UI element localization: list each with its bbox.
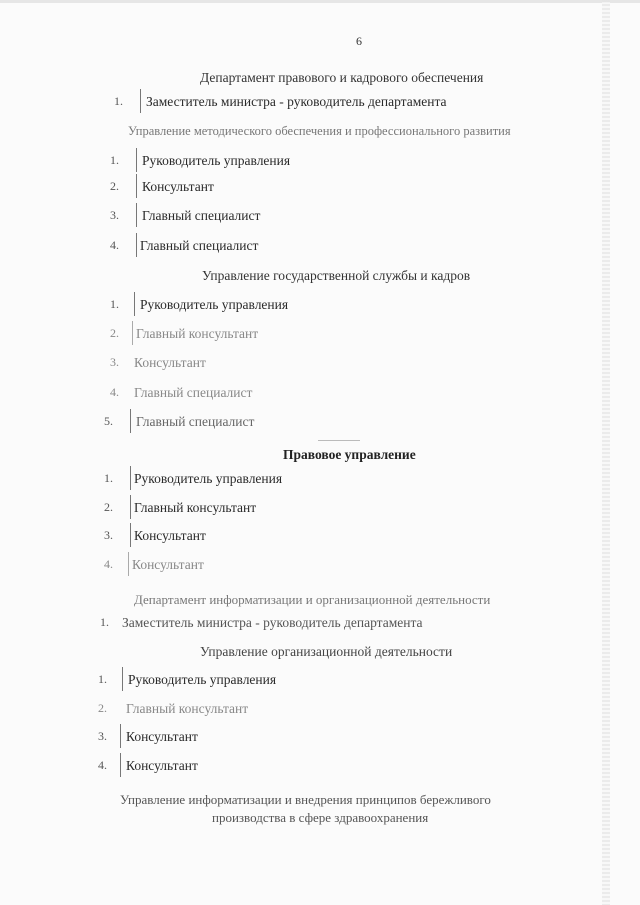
item-number: 4. — [104, 557, 113, 571]
item-position: Руководитель управления — [134, 471, 283, 486]
row-divider — [136, 233, 137, 257]
list-item — [104, 412, 404, 434]
list-item — [110, 206, 410, 228]
list-item — [110, 383, 410, 405]
item-position: Руководитель управления — [140, 297, 289, 312]
row-divider — [128, 552, 129, 576]
section-divider — [318, 440, 360, 441]
list-item — [100, 613, 520, 635]
item-number: 3. — [110, 355, 119, 369]
row-divider — [120, 724, 121, 748]
row-divider — [134, 292, 135, 316]
item-position: Консультант — [126, 758, 198, 773]
item-number: 2. — [104, 500, 113, 514]
item-position: Консультант — [132, 557, 204, 572]
item-position: Консультант — [126, 729, 198, 744]
item-position: Руководитель управления — [128, 672, 277, 687]
list-item — [110, 324, 410, 346]
item-number: 1. — [110, 153, 119, 167]
heading-dept-legal: Департамент правового и кадрового обеспечения — [200, 70, 484, 85]
list-item — [114, 92, 534, 114]
row-divider — [136, 203, 137, 227]
scan-right-edge — [602, 0, 610, 905]
list-item — [98, 699, 398, 721]
row-divider — [120, 753, 121, 777]
item-position: Главный консультант — [134, 500, 257, 515]
item-position: Консультант — [134, 528, 206, 543]
item-number: 1. — [100, 615, 109, 629]
scan-top-edge — [0, 0, 640, 3]
item-position: Главный консультант — [126, 701, 249, 716]
item-number: 1. — [98, 672, 107, 686]
heading-dept-informatization: Департамент информатизации и организационной деятельности — [134, 592, 491, 607]
item-number: 2. — [110, 326, 119, 340]
list-item — [98, 756, 398, 778]
list-item — [110, 295, 410, 317]
item-number: 3. — [110, 208, 119, 222]
list-item — [104, 469, 404, 491]
item-number: 2. — [110, 179, 119, 193]
item-number: 5. — [104, 414, 113, 428]
list-item — [98, 670, 398, 692]
row-divider — [122, 667, 123, 691]
row-divider — [130, 409, 131, 433]
item-number: 3. — [98, 729, 107, 743]
row-divider — [132, 321, 133, 345]
row-divider — [136, 148, 137, 172]
heading-mgmt-legal: Правовое управление — [283, 447, 416, 462]
item-number: 2. — [98, 701, 107, 715]
heading-mgmt-lean-line1: Управление информатизации и внедрения принципов бережливого — [120, 792, 491, 807]
item-number: 3. — [104, 528, 113, 542]
item-number: 4. — [110, 385, 119, 399]
item-number: 1. — [114, 94, 123, 108]
item-number: 1. — [104, 471, 113, 485]
row-divider — [130, 495, 131, 519]
list-item — [104, 526, 404, 548]
item-position: Главный специалист — [142, 208, 261, 223]
row-divider — [130, 523, 131, 547]
heading-mgmt-methodology: Управление методического обеспечения и профессионального развития — [128, 124, 511, 138]
list-item — [98, 727, 398, 749]
list-item — [110, 177, 410, 199]
heading-mgmt-civil-service: Управление государственной службы и кадров — [202, 268, 471, 283]
row-divider — [140, 89, 141, 113]
item-position: Главный специалист — [136, 414, 255, 429]
item-position: Руководитель управления — [142, 153, 291, 168]
item-position: Заместитель министра - руководитель департамента — [122, 615, 423, 630]
list-item — [104, 498, 404, 520]
row-divider — [136, 174, 137, 198]
heading-mgmt-lean-line2: производства в сфере здравоохранения — [212, 810, 429, 825]
item-number: 4. — [110, 238, 119, 252]
item-position: Консультант — [142, 179, 214, 194]
list-item — [110, 353, 410, 375]
item-position: Главный специалист — [134, 385, 253, 400]
item-position: Заместитель министра - руководитель департамента — [146, 94, 447, 109]
heading-mgmt-organizational: Управление организационной деятельности — [200, 644, 453, 659]
item-position: Главный консультант — [136, 326, 259, 341]
row-divider — [130, 466, 131, 490]
item-position: Главный специалист — [140, 238, 259, 253]
list-item — [110, 236, 410, 258]
item-number: 4. — [98, 758, 107, 772]
list-item — [104, 555, 404, 577]
page-number: 6 — [356, 34, 362, 48]
list-item — [110, 151, 410, 173]
item-number: 1. — [110, 297, 119, 311]
item-position: Консультант — [134, 355, 206, 370]
